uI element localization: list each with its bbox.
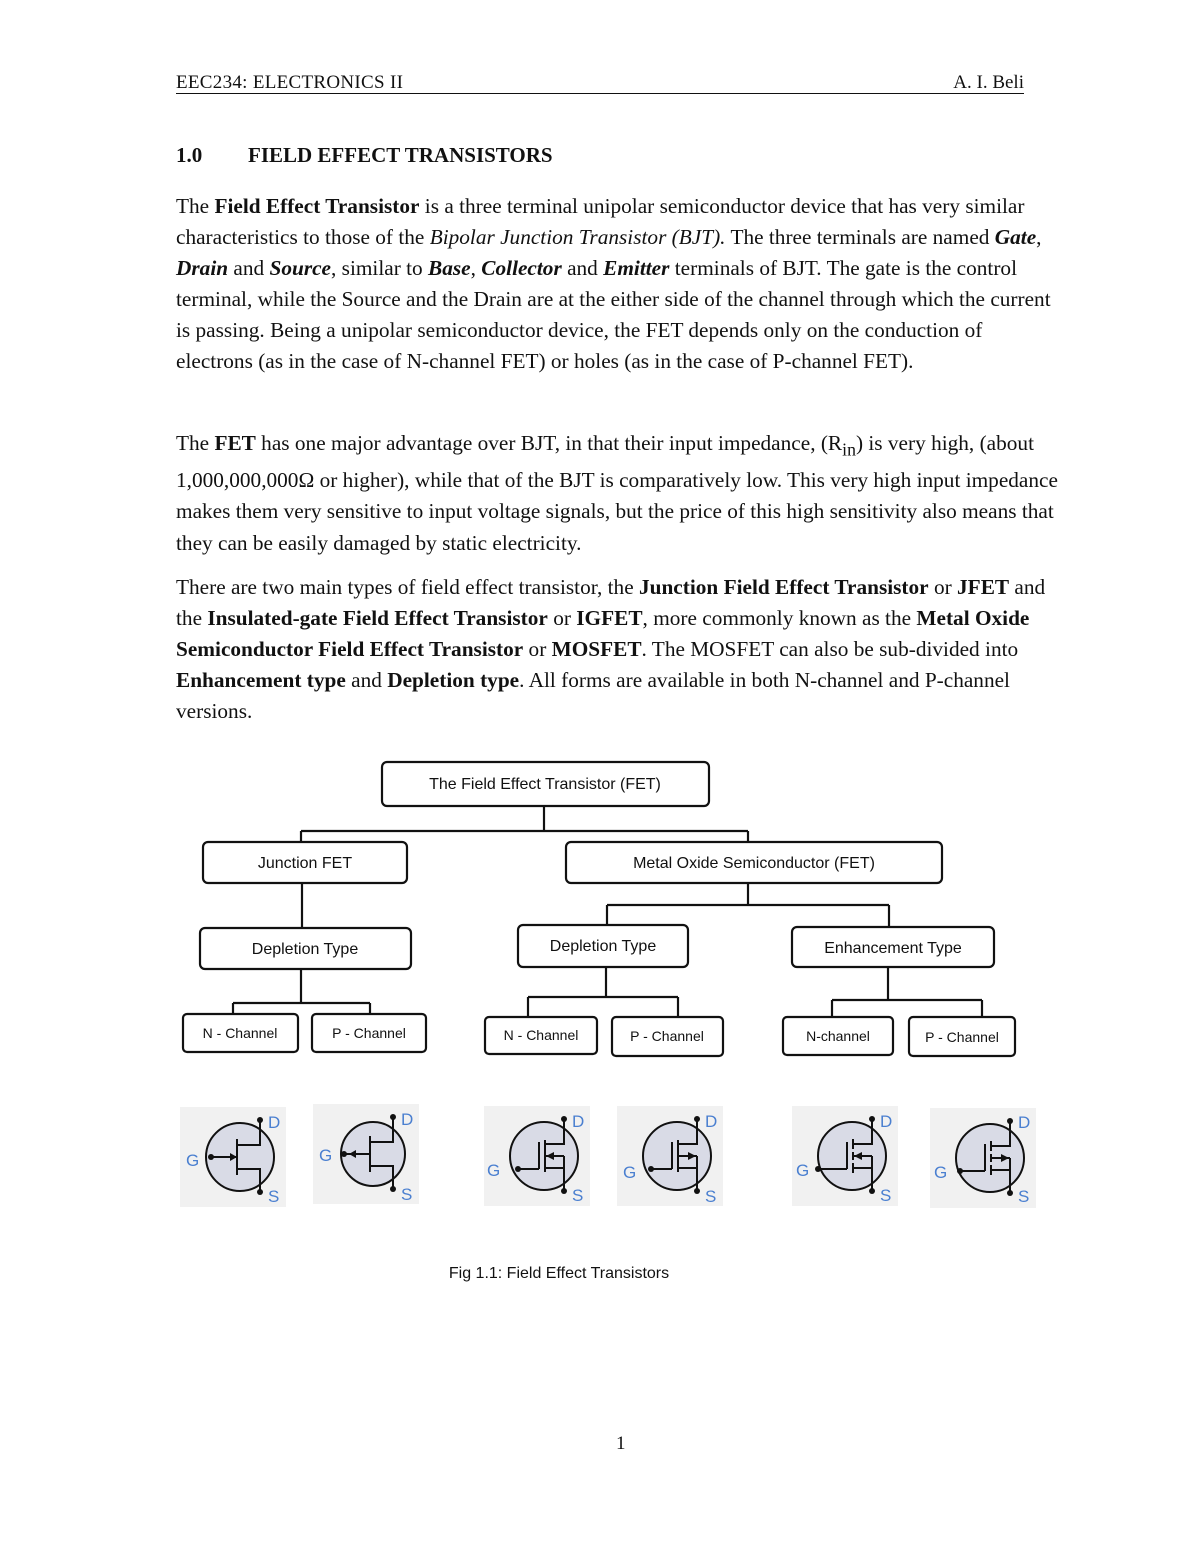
depletion-mosfet-n-channel-symbol — [484, 1106, 590, 1206]
page-number: 1 — [616, 1433, 626, 1454]
leaf-depletion-p-channel: P - Channel — [630, 1028, 704, 1044]
drain-label: D — [268, 1113, 281, 1132]
gate-label: G — [623, 1163, 637, 1182]
source-label: S — [572, 1186, 584, 1205]
source-label: S — [880, 1186, 892, 1205]
leaf-enhancement-p-channel: P - Channel — [925, 1029, 999, 1045]
tree-mos-enhancement-label: Enhancement Type — [824, 940, 962, 957]
source-label: S — [705, 1187, 717, 1206]
gate-label: G — [796, 1161, 810, 1180]
drain-label: D — [401, 1110, 414, 1129]
leaf-jfet-p-channel: P - Channel — [332, 1025, 406, 1041]
gate-label: G — [186, 1151, 200, 1170]
tree-jfet-label: Junction FET — [257, 855, 353, 872]
tree-root-label: The Field Effect Transistor (FET) — [429, 776, 661, 793]
section-number: 1.0 — [176, 143, 203, 167]
source-label: S — [268, 1187, 280, 1206]
section-title: FIELD EFFECT TRANSISTORS — [248, 143, 553, 167]
depletion-mosfet-p-channel-symbol — [617, 1106, 723, 1206]
leaf-depletion-n-channel: N - Channel — [503, 1027, 579, 1043]
gate-label: G — [319, 1146, 333, 1165]
jfet-p-channel-symbol — [313, 1104, 419, 1204]
paragraph-intro: The Field Effect Transistor is a three terminal unipolar semiconductor device that has very similar characteristics to those of the Bipolar Junction Transistor (BJT). The three terminals are named Gate, Drain and Source, similar to Base, Collector and Emitter terminals of BJT. The gate is the control terminal, while the Source and the Drain are at the either side of the channel through which the current is passing. Being a unipolar semiconductor device, the FET depends only on the conduction of electrons (as in the case of N-channel FET) or holes (as in the case of P-channel FET). — [176, 194, 1051, 374]
source-label: S — [1018, 1187, 1030, 1206]
tree-mosfet-label: Metal Oxide Semiconductor (FET) — [633, 855, 875, 872]
leaf-jfet-n-channel: N - Channel — [202, 1025, 278, 1041]
gate-label: G — [487, 1161, 501, 1180]
drain-label: D — [705, 1112, 718, 1131]
jfet-n-channel-symbol — [180, 1107, 286, 1207]
tree-mos-depletion-label: Depletion Type — [549, 938, 657, 955]
leaf-enhancement-n-channel: N-channel — [806, 1028, 870, 1044]
header-author: A. I. Beli — [953, 72, 1024, 93]
drain-label: D — [880, 1112, 893, 1131]
enhancement-mosfet-p-channel-symbol — [930, 1108, 1036, 1208]
tree-jfet-depletion-label: Depletion Type — [251, 941, 359, 958]
source-label: S — [401, 1185, 413, 1204]
drain-label: D — [1018, 1113, 1031, 1132]
paragraph-types: There are two main types of field effect transistor, the Junction Field Effect Transistor or JFET and the Insulated-gate Field Effect Transistor or IGFET, more commonly known as the Metal Oxide Semiconductor Field Effect Transistor or MOSFET. The MOSFET can also be sub-divided into Enhancement type and Depletion type. All forms are available in both N-channel and P-channel versions. — [176, 575, 1046, 724]
drain-label: D — [572, 1112, 585, 1131]
gate-label: G — [934, 1163, 948, 1182]
header-course: EEC234: ELECTRONICS II — [176, 72, 404, 93]
paragraph-advantage: The FET has one major advantage over BJT, in that their input impedance, $(R_{in})$ is very high, (about 1,000,000,000Ω or higher), while that of the BJT is comparatively low. This very high input impedance makes them very sensitive to input voltage signals, but the price of this high sensitivity also means that they can be easily damaged by static electricity. — [176, 431, 1058, 555]
figure-caption: Fig 1.1: Field Effect Transistors — [448, 1265, 670, 1282]
enhancement-mosfet-n-channel-symbol — [792, 1106, 898, 1206]
